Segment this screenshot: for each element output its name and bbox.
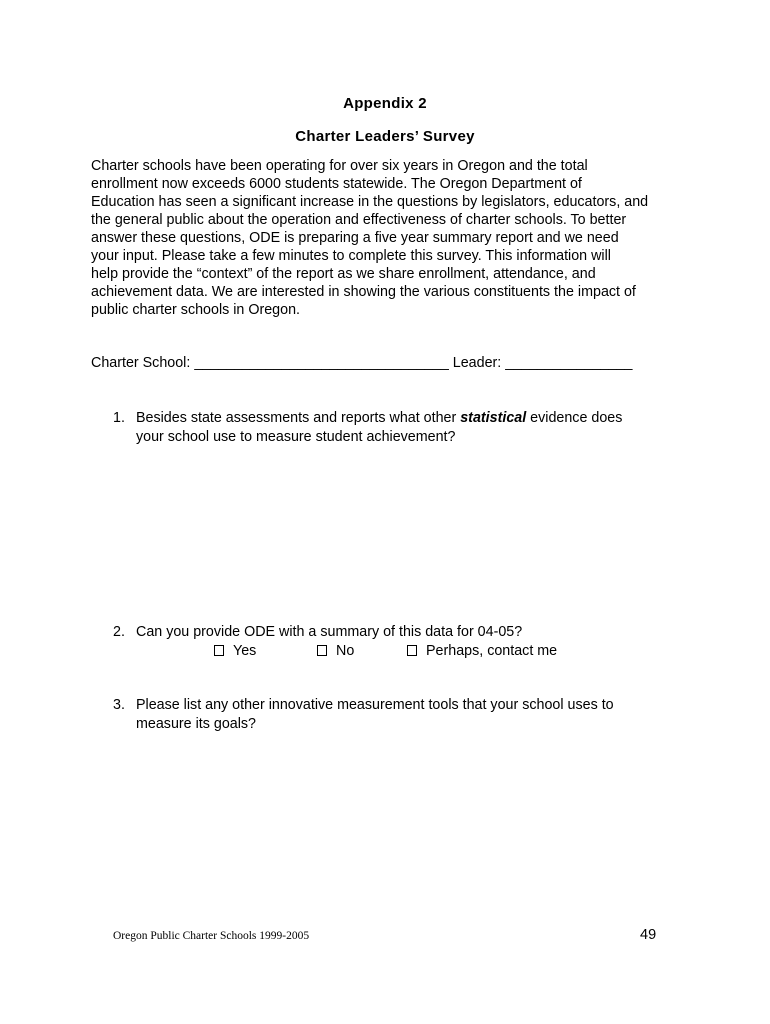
leader-blank[interactable]: ________________ — [505, 355, 633, 371]
question-line: Can you provide ODE with a summary of this data for 04-05? — [136, 624, 523, 640]
intro-paragraph — [91, 157, 691, 319]
intro-line: the general public about the operation and effectiveness of charter schools. To better — [91, 212, 627, 228]
option-no[interactable] — [317, 643, 354, 659]
page-number: 49 — [640, 927, 657, 943]
intro-line: Education has seen a significant increase in the questions by legislators, educators, and — [91, 194, 649, 210]
question-number: 3. — [113, 697, 125, 713]
survey-title: Charter Leaders’ Survey — [295, 128, 475, 145]
question-text — [136, 409, 676, 447]
intro-line: your input. Please take a few minutes to complete this survey. This information will — [91, 248, 611, 264]
question-1 — [113, 409, 673, 449]
intro-line: Charter schools have been operating for over six years in Oregon and the total — [91, 158, 588, 174]
question-line: measure its goals? — [136, 716, 256, 732]
charter-school-blank[interactable]: ________________________________ — [194, 355, 449, 371]
intro-line: enrollment now exceeds 6000 students statewide. The Oregon Department of — [91, 176, 582, 192]
question-line: your school use to measure student achievement? — [136, 429, 456, 445]
question-text — [136, 696, 676, 734]
option-yes[interactable] — [214, 643, 256, 659]
question-number: 1. — [113, 410, 125, 426]
option-label: Yes — [233, 643, 257, 659]
question-2-options — [0, 643, 770, 663]
option-label: Perhaps, contact me — [426, 643, 558, 659]
question-3 — [113, 696, 673, 736]
appendix-heading: Appendix 2 — [343, 95, 427, 112]
school-leader-fill-line — [91, 355, 691, 371]
question-line — [136, 409, 676, 428]
checkbox-icon[interactable] — [214, 645, 224, 656]
intro-line: achievement data. We are interested in showing the various constituents the impact of — [91, 284, 636, 300]
question-text-segment: evidence does — [526, 410, 623, 426]
intro-line: public charter schools in Oregon. — [91, 302, 301, 318]
question-line: Please list any other innovative measurement tools that your school uses to — [136, 697, 614, 713]
checkbox-icon[interactable] — [407, 645, 417, 656]
charter-school-label: Charter School: — [91, 355, 191, 371]
intro-line: answer these questions, ODE is preparing a five year summary report and we need — [91, 230, 619, 246]
intro-line: help provide the “context” of the report as we share enrollment, attendance, and — [91, 266, 596, 282]
footer-publication: Oregon Public Charter Schools 1999-2005 — [113, 930, 310, 942]
emphasis-statistical: statistical — [460, 410, 527, 426]
question-text-segment: Besides state assessments and reports what other — [136, 410, 461, 426]
checkbox-icon[interactable] — [317, 645, 327, 656]
question-number: 2. — [113, 624, 125, 640]
leader-label: Leader: — [452, 355, 502, 371]
option-perhaps[interactable] — [407, 643, 557, 659]
option-label: No — [336, 643, 355, 659]
question-text — [136, 623, 676, 642]
